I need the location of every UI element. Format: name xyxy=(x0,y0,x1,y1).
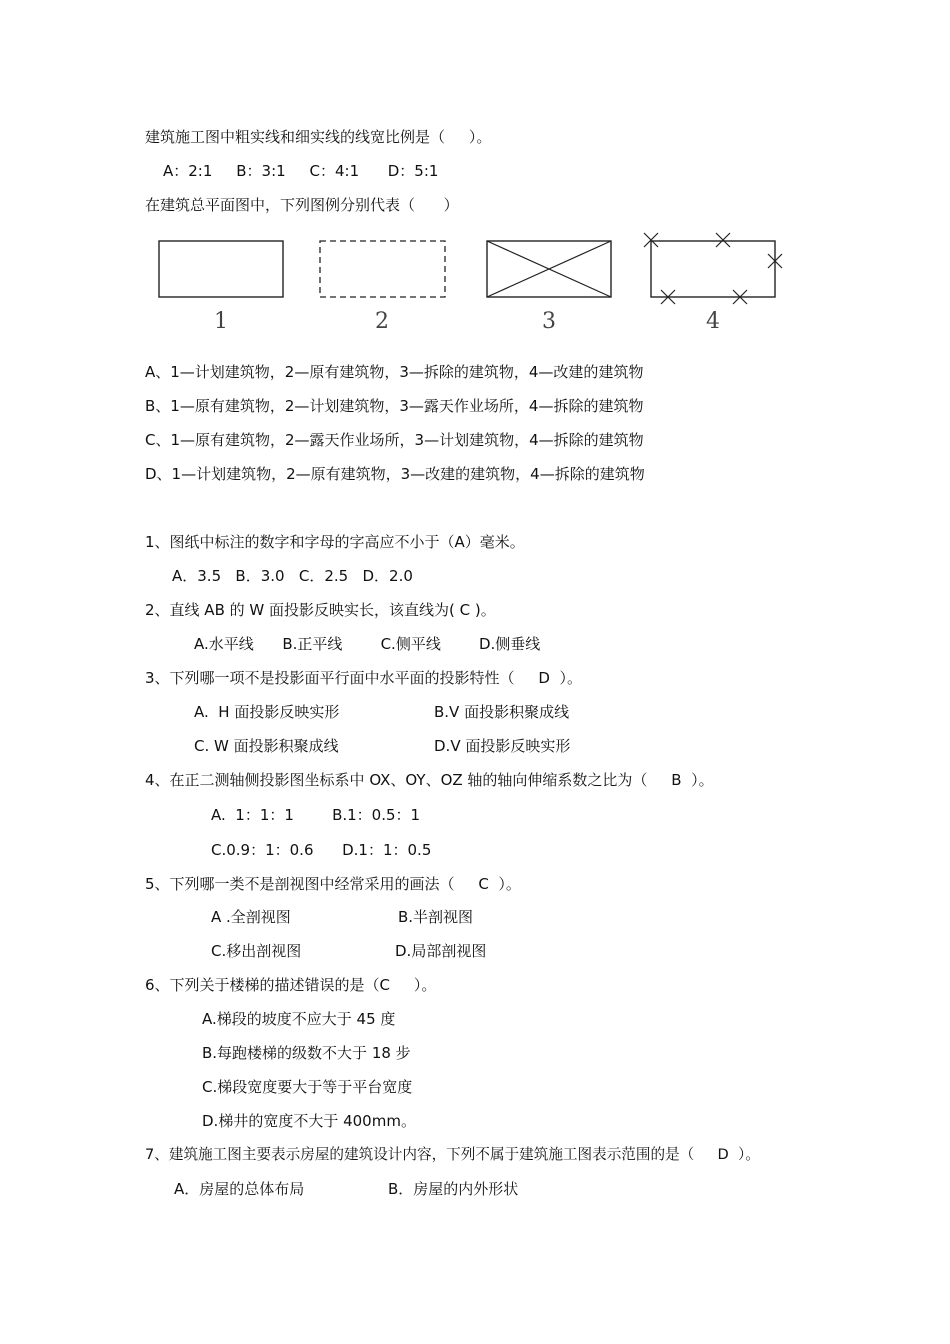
question-3-option-a: A. H 面投影反映实形 xyxy=(194,703,340,721)
question-3-stem: 3、下列哪一项不是投影面平行面中水平面的投影特性（ D ）。 xyxy=(145,669,582,687)
legend-label-1: 1 xyxy=(214,309,228,334)
question-6-option-a: A.梯段的坡度不应大于 45 度 xyxy=(202,1010,396,1028)
legend-option-d: D、1—计划建筑物，2—原有建筑物，3—改建的建筑物，4—拆除的建筑物 xyxy=(145,465,645,483)
question-5-stem: 5、下列哪一类不是剖视图中经常采用的画法（ C ）。 xyxy=(145,875,521,893)
question-2-options: A.水平线 B.正平线 C.侧平线 D.侧垂线 xyxy=(194,635,541,653)
question-6-stem: 6、下列关于楼梯的描述错误的是（C ）。 xyxy=(145,976,437,994)
question-6-option-d: D.梯井的宽度不大于 400mm。 xyxy=(202,1112,416,1130)
legend-symbol-2 xyxy=(320,241,445,334)
question-4-options-ab: A. 1：1：1 B.1：0.5：1 xyxy=(211,806,421,824)
legend-option-b: B、1—原有建筑物，2—计划建筑物，3—露天作业场所，4—拆除的建筑物 xyxy=(145,397,644,415)
question-7-stem: 7、建筑施工图主要表示房屋的建筑设计内容，下列不属于建筑施工图表示范围的是（ D ）。 xyxy=(145,1146,760,1163)
question-5-option-b: B.半剖视图 xyxy=(398,908,474,926)
question-3-option-d: D.V 面投影反映实形 xyxy=(434,737,571,755)
legend-label-2: 2 xyxy=(375,309,389,334)
question-options-linewidth: A：2:1 B：3:1 C：4:1 D：5:1 xyxy=(163,162,439,180)
question-3-option-b: B.V 面投影积聚成线 xyxy=(434,703,570,721)
question-7-option-b: B．房屋的内外形状 xyxy=(388,1180,519,1198)
question-4-stem: 4、在正二测轴侧投影图坐标系中 OX、OY、OZ 轴的轴向伸缩系数之比为（ B ）。 xyxy=(145,771,714,789)
question-4-options-cd: C.0.9：1：0.6 D.1：1：0.5 xyxy=(211,841,432,859)
legend-option-a: A、1—计划建筑物，2—原有建筑物，3—拆除的建筑物，4—改建的建筑物 xyxy=(145,363,644,381)
question-1-options: A．3.5 B．3.0 C．2.5 D．2.0 xyxy=(172,567,413,585)
legend-figure xyxy=(150,228,800,338)
legend-symbol-3 xyxy=(487,241,611,334)
legend-label-4: 4 xyxy=(706,309,720,334)
legend-option-c: C、1—原有建筑物，2—露天作业场所，3—计划建筑物，4—拆除的建筑物 xyxy=(145,431,644,449)
question-stem-legend: 在建筑总平面图中，下列图例分别代表（ ） xyxy=(145,196,459,214)
legend-symbol-4 xyxy=(644,233,782,334)
question-6-option-c: C.梯段宽度要大于等于平台宽度 xyxy=(202,1078,413,1096)
question-1-stem: 1、图纸中标注的数字和字母的字高应不小于（A）毫米。 xyxy=(145,533,525,551)
question-stem-linewidth: 建筑施工图中粗实线和细实线的线宽比例是（ ）。 xyxy=(145,128,492,146)
question-5-option-d: D.局部剖视图 xyxy=(395,942,487,960)
legend-label-3: 3 xyxy=(542,309,556,334)
question-5-option-a: A .全剖视图 xyxy=(211,908,291,926)
question-5-option-c: C.移出剖视图 xyxy=(211,942,302,960)
question-7-option-a: A．房屋的总体布局 xyxy=(174,1180,305,1198)
legend-symbol-1 xyxy=(159,241,283,334)
question-2-stem: 2、直线 AB 的 W 面投影反映实长，该直线为( C )。 xyxy=(145,601,496,619)
question-6-option-b: B.每跑楼梯的级数不大于 18 步 xyxy=(202,1044,411,1062)
question-3-option-c: C. W 面投影积聚成线 xyxy=(194,737,339,755)
